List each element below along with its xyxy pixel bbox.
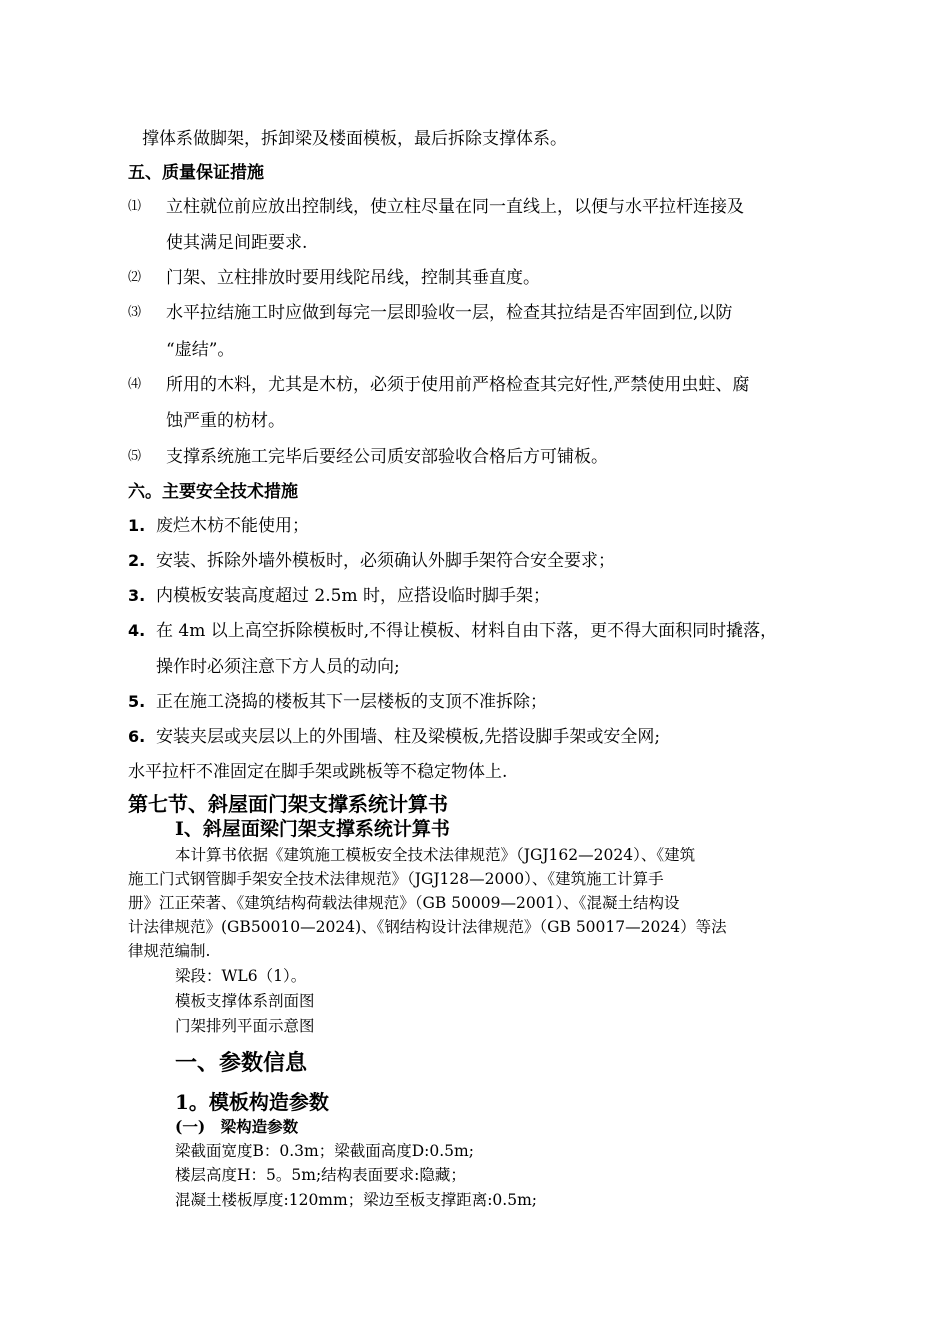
list-item-number: ⑷	[128, 377, 142, 392]
paragraph-line: 册》江正荣著、《建筑结构荷载法律规范》（GB 50009—2001）、《混凝土结构设	[128, 894, 680, 912]
list-item-number: ⑸	[128, 449, 142, 464]
figure-caption: 模板支撑体系剖面图	[175, 992, 315, 1010]
list-item-number: ⑵	[128, 270, 142, 285]
param-line: 混凝土楼板厚度:120mm；梁边至板支撑距离:0.5m;	[175, 1191, 537, 1209]
figure-caption: 门架排列平面示意图	[175, 1017, 315, 1035]
list-item: 立柱就位前应放出控制线，使立柱尽量在同一直线上，以便与水平拉杆连接及	[166, 197, 744, 217]
param-heading: 一、参数信息	[175, 1050, 308, 1076]
beam-label: 梁段：WL6（1）。	[175, 967, 307, 985]
list-item-continuation: 蚀严重的枋材。	[166, 411, 285, 431]
param-subheading: 1。模板构造参数	[175, 1090, 329, 1114]
paragraph-line: 计法律规范》(GB50010—2024)、《钢结构设计法律规范》（GB 50017—2024）等法	[128, 918, 727, 936]
list-item: 安装、拆除外墙外模板时，必须确认外脚手架符合安全要求；	[156, 551, 615, 571]
list-item-continuation: 操作时必须注意下方人员的动向;	[156, 657, 400, 677]
trailing-note: 水平拉杆不准固定在脚手架或跳板等不稳定物体上.	[128, 762, 508, 782]
list-item-number: 2.	[128, 551, 146, 570]
list-item: 废烂木枋不能使用；	[156, 516, 309, 536]
param-line: 楼层高度H：5。5m;结构表面要求:隐藏；	[175, 1166, 466, 1184]
list-item: 正在施工浇捣的楼板其下一层楼板的支顶不准拆除；	[156, 692, 547, 712]
list-item: 所用的木料，尤其是木枋，必须于使用前严格检查其完好性,严禁使用虫蛀、腐	[166, 375, 750, 395]
list-item-number: 4.	[128, 621, 146, 640]
section5-heading: 五、质量保证措施	[128, 163, 264, 183]
list-item-number: 6.	[128, 727, 146, 746]
list-item: 安装夹层或夹层以上的外围墙、柱及梁模板,先搭设脚手架或安全网;	[156, 727, 661, 747]
beam-param-heading: (一) 梁构造参数	[175, 1117, 299, 1136]
list-item-continuation: 使其满足间距要求.	[166, 233, 308, 253]
list-item: 水平拉结施工时应做到每完一层即验收一层，检查其拉结是否牢固到位,以防	[166, 303, 733, 323]
list-item: 内模板安装高度超过 2.5m 时，应搭设临时脚手架；	[156, 586, 550, 606]
list-item: 门架、立柱排放时要用线陀吊线，控制其垂直度。	[166, 268, 540, 288]
list-item-number: ⑶	[128, 305, 142, 320]
section6-heading: 六。主要安全技术措施	[128, 482, 298, 502]
list-item-number: 5.	[128, 692, 146, 711]
list-item-number: 3.	[128, 586, 146, 605]
list-item-continuation: “虚结”。	[166, 340, 235, 360]
intro-line: 撑体系做脚架，拆卸梁及楼面模板，最后拆除支撑体系。	[142, 129, 567, 149]
section7-subheading: I、斜屋面梁门架支撑系统计算书	[175, 818, 450, 840]
list-item-number: ⑴	[128, 199, 142, 214]
paragraph-line: 本计算书依据《建筑施工模板安全技术法律规范》（JGJ162—2024）、《建筑	[175, 846, 696, 864]
list-item: 支撑系统施工完毕后要经公司质安部验收合格后方可铺板。	[166, 447, 608, 467]
paragraph-line: 律规范编制.	[128, 942, 211, 960]
section7-heading: 第七节、斜屋面门架支撑系统计算书	[128, 792, 448, 816]
paragraph-line: 施工门式钢管脚手架安全技术法律规范》（JGJ128—2000）、《建筑施工计算手	[128, 870, 664, 888]
param-line: 梁截面宽度B：0.3m；梁截面高度D:0.5m;	[175, 1142, 474, 1160]
list-item-number: 1.	[128, 516, 146, 535]
list-item: 在 4m 以上高空拆除模板时,不得让模板、材料自由下落，更不得大面积同时撬落，	[156, 621, 778, 641]
